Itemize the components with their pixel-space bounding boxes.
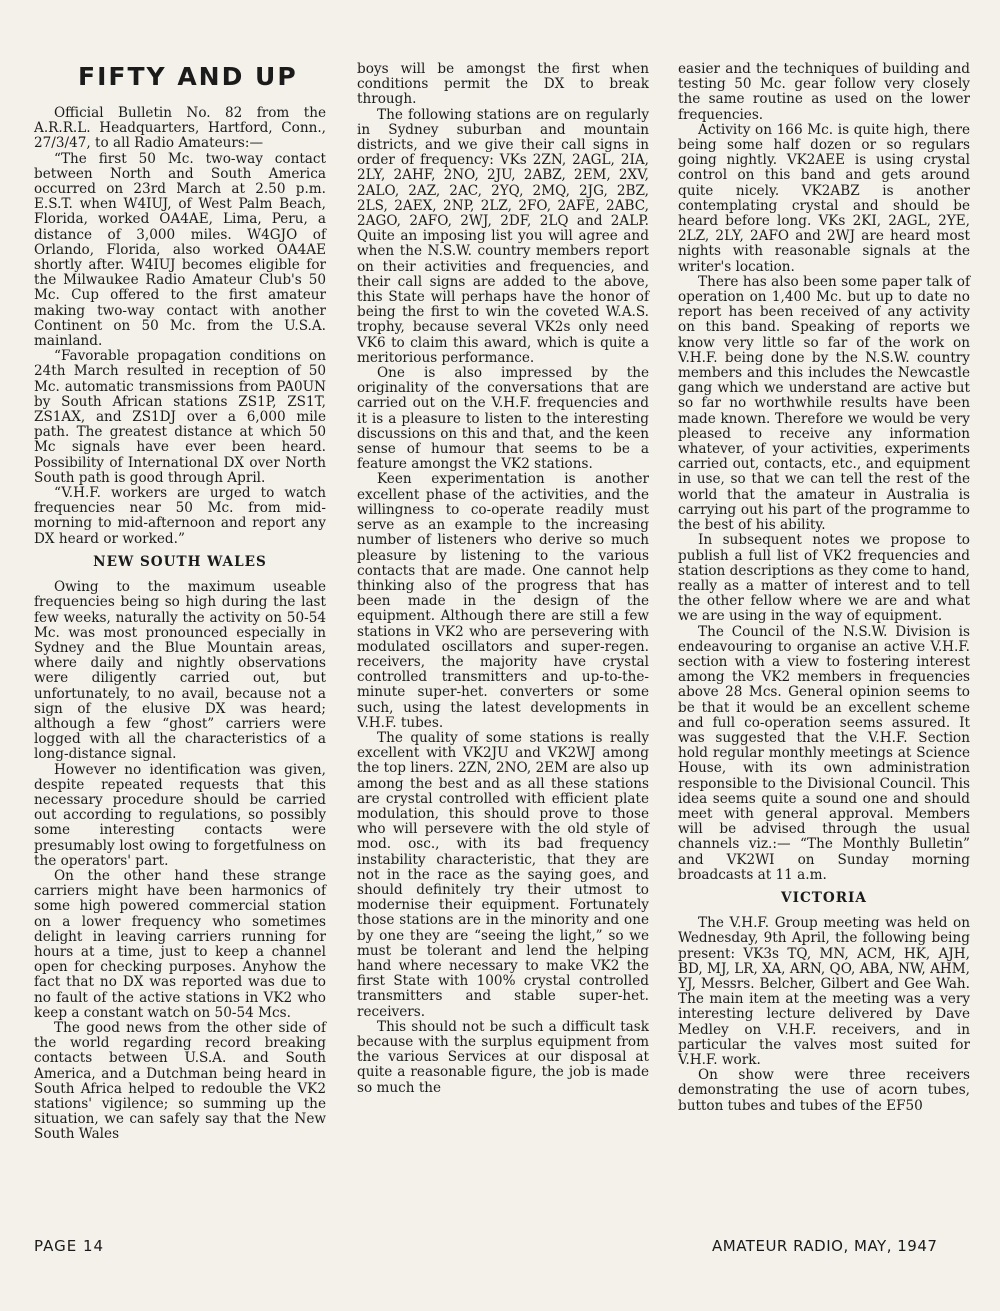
paragraph: The good news from the other side of the world regarding record breaking contacts between U.S.A. and South America, and a Dutchman being heard in South Africa helped to redouble the VK2 stations' vigilence; so summing up the situation, we can safely say that the New South Wales [34, 1019, 326, 1143]
paragraph: The following stations are on regularly in Sydney suburban and mountain districts, and we give their call signs in order of frequency: VKs 2ZN, 2AGL, 2IA, 2LY, 2AHF, 2NO, 2JU, 2ABZ, 2EM, 2XV, 2ALO, 2AZ, 2AC, 2YQ, 2MQ, 2JG, 2BZ, 2LS, 2AEX, 2NP, 2LZ, 2FO, 2AFE, 2ABC, 2AGO, 2AFO, 2WJ, 2DF, 2LQ and 2ALP. Quite an imposing list you will agree and when the N.S.W. country members report on their activities and frequencies, and their call signs are added to the above, this State will perhaps have the honor of being the first to win the coveted W.A.S. trophy, because several VK2s only need VK6 to claim this award, which is quite a meritorious performance. [357, 106, 649, 366]
paragraph: This should not be such a difficult task because with the surplus equipment from the various Services at our disposal at quite a reasonable figure, the job is made so much the [357, 1018, 649, 1096]
paragraph: On the other hand these strange carriers might have been harmonics of some high powered commercial station on a lower frequency who sometimes delight in leaving carriers running for hours at a time, just to keep a channel open for checking purposes. Anyhow the fact that no DX was reported was due to no fault of the active stations in VK2 who keep a constant watch on 50-54 Mcs. [34, 867, 326, 1021]
paragraph: However no identification was given, despite repeated requests that this necessary procedure should be carried out according to regulations, so possibly some interesting contacts were presumably lost owing to forgetfulness on the operators' part. [34, 761, 326, 869]
paragraph: boys will be amongst the first when conditions permit the DX to break through. [357, 61, 649, 108]
column-1 [34, 62, 326, 1143]
paragraph: “V.H.F. workers are urged to watch frequencies near 50 Mc. from mid-morning to mid-afternoon and report any DX heard or worked.” [34, 485, 326, 547]
journal-citation: AMATEUR RADIO, MAY, 1947 [712, 1237, 938, 1255]
paragraph: easier and the techniques of building and testing 50 Mc. gear follow very closely the same routine as used on the lower frequencies. [678, 61, 970, 123]
paragraph: One is also impressed by the originality of the conversations that are carried out on the V.H.F. frequencies and it is a pleasure to listen to the interesting discussions on this and that, and the keen sense of humour that seems to be a feature amongst the VK2 stations. [357, 365, 649, 473]
paragraph: There has also been some paper talk of operation on 1,400 Mc. but up to date no report has been received of any activity on this band. Speaking of reports we know very little so far of the work on V.H.F. being done by the N.S.W. country members and this includes the Newcastle gang which we understand are active but so far no worthwhile results have been made known. Therefore we would be very pleased to receive any information whatever, of your activities, experiments carried out, contacts, etc., and equipment in use, so that we can tell the rest of the world that the amateur in Australia is carrying out his part of the programme to the best of his ability. [678, 273, 970, 534]
paragraph: Official Bulletin No. 82 from the A.R.R.L. Headquarters, Hartford, Conn., 27/3/47, to all Radio Amateurs:— [34, 105, 326, 152]
column-2 [357, 62, 649, 1096]
paragraph: Keen experimentation is another excellent phase of the activities, and the willingness to co-operate readily must serve as an example to the increasing number of listeners who derive so much pleasure by listening to the various contacts that are made. One cannot help thinking also of the progress that has been made in the design of the equipment. Although there are still a few stations in VK2 who are persevering with modulated oscillators and super-regen. receivers, the majority have crystal controlled transmitters and up-to-the-minute super-het. converters or some such, using the latest developments in V.H.F. tubes. [357, 471, 649, 731]
paragraph: In subsequent notes we propose to publish a full list of VK2 frequencies and station descriptions as they come to hand, really as a matter of interest and to tell the other fellow where we are and what we are using in the way of equipment. [678, 532, 970, 625]
paragraph: “The first 50 Mc. two-way contact between North and South America occurred on 23rd March at 2.50 p.m. E.S.T. when W4IUJ, of West Palm Beach, Florida, worked OA4AE, Lima, Peru, a distance of 3,000 miles. W4GJO of Orlando, Florida, also worked OA4AE shortly after. W4IUJ becomes eligible for the Milwaukee Radio Amateur Club's 50 Mc. Cup offered to the first amateur making two-way contact with another Continent on 50 Mc. from the U.S.A. mainland. [34, 150, 326, 350]
paragraph: The Council of the N.S.W. Division is endeavouring to organise an active V.H.F. section with a view to fostering interest among the VK2 members in frequencies above 28 Mcs. General opinion seems to be that it would be an excellent scheme and full co-operation seems assured. It was suggested that the V.H.F. Section hold regular monthly meetings at Science House, with its own administration responsible to the Divisional Council. This idea seems quite a sound one and should meet with general approval. Members will be advised through the usual channels viz.:— “The Monthly Bulletin” and VK2WI on Sunday morning broadcasts at 11 a.m. [678, 623, 970, 883]
paragraph: Owing to the maximum useable frequencies being so high during the last few weeks, naturally the activity on 50-54 Mc. was most pronounced especially in Sydney and the Blue Mountain areas, where daily and nightly observations were diligently carried out, but unfortunately, to no avail, because not a sign of the elusive DX was heard; although a few “ghost” carriers were logged with all the characteristics of a long-distance signal. [34, 579, 326, 763]
paragraph: The V.H.F. Group meeting was held on Wednesday, 9th April, the following being present: VK3s TQ, MN, ACM, HK, AJH, BD, MJ, LR, XA, ARN, QO, ABA, NW, AHM, YJ, Messrs. Belcher, Gilbert and Gee Wah. The main item at the meeting was a very interesting lecture delivered by Dave Medley on V.H.F. receivers, and in particular the valves most suited for V.H.F. work. [678, 915, 970, 1068]
paragraph: “Favorable propagation conditions on 24th March resulted in reception of 50 Mc. automatic transmissions from PA0UN by South African stations ZS1P, ZS1T, ZS1AX, and ZS1DJ over a 6,000 mile path. The greatest distance at which 50 Mc signals have ever been heard. Possibility of International DX over North South path is good through April. [34, 348, 326, 486]
paragraph: Activity on 166 Mc. is quite high, there being some half dozen or so regulars going nightly. VK2AEE is using crystal control on this band and gets around quite nicely. VK2ABZ is another contemplating crystal and should be heard before long. VKs 2KI, 2AGL, 2YE, 2LZ, 2LY, 2AFO and 2WJ are heard most nights with reasonable signals at the writer's location. [678, 121, 970, 275]
article-title: FIFTY AND UP [78, 62, 298, 91]
paragraph: The quality of some stations is really excellent with VK2JU and VK2WJ among the top liners. 2ZN, 2NO, 2EM are also up among the best and as all these stations are crystal controlled with efficient plate modulation, this should prove to those who will persevere with the old style of mod. osc., with its bad frequency instability characteristic, that they are not in the race as the saying goes, and should definitely try their utmost to modernise their equipment. Fortunately those stations are in the minority and one by one they are “seeing the light,” so we must be tolerant and lend the helping hand where necessary to make VK2 the first State with 100% crystal controlled transmitters and stable super-het. receivers. [357, 729, 649, 1020]
page-number: PAGE 14 [34, 1237, 105, 1255]
section-heading-nsw: NEW SOUTH WALES [93, 553, 267, 570]
paragraph: On show were three receivers demonstrating the use of acorn tubes, button tubes and tubes of the EF50 [678, 1067, 970, 1114]
section-heading-victoria: VICTORIA [781, 889, 867, 906]
column-3 [678, 62, 970, 1114]
